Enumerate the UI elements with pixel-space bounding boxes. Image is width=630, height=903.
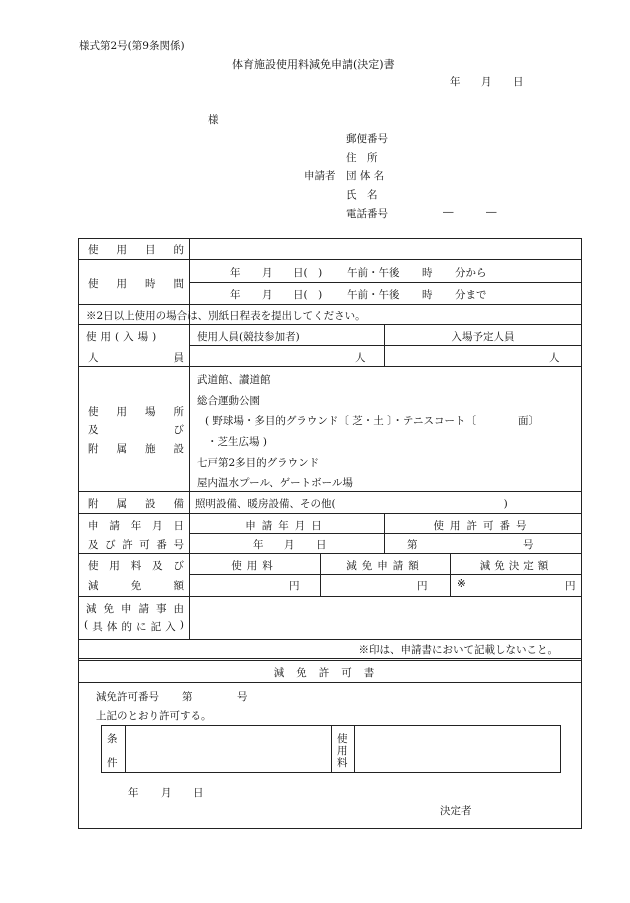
applicant-postal-label: 郵便番号 bbox=[346, 133, 388, 145]
permit-statement: 上記のとおり許可する。 bbox=[96, 710, 212, 722]
form-number: 様式第2号(第9条関係) bbox=[79, 40, 185, 52]
applicant-address-label: 住 所 bbox=[346, 152, 378, 164]
permit-date-day: 日 bbox=[193, 787, 204, 799]
decision-mark: ※ bbox=[457, 578, 466, 590]
time-from-hour: 時 bbox=[422, 267, 433, 279]
applicant-label: 申請者 bbox=[304, 170, 336, 182]
date-permit-label-1: 申 請 年 月 日 bbox=[88, 520, 184, 532]
app-date-month: 月 bbox=[284, 539, 295, 551]
time-to-hour: 時 bbox=[422, 289, 433, 301]
reason-label-1: 減 免 申 請 事 由 bbox=[86, 603, 184, 615]
addressee-sama: 様 bbox=[208, 114, 219, 126]
reduction-decision-yen: 円 bbox=[565, 580, 576, 592]
page-title: 体育施設使用料減免申請(決定)書 bbox=[232, 58, 395, 71]
permit-no-suffix: 号 bbox=[523, 539, 534, 551]
entrants-unit: 人 bbox=[549, 352, 560, 364]
facility-label-3: 附 属 施 設 bbox=[88, 443, 184, 455]
office-note: ※印は、申請書において記載しないこと。 bbox=[358, 644, 558, 656]
date-permit-label-2: 及 び 許 可 番 号 bbox=[88, 539, 184, 551]
reduction-request-yen: 円 bbox=[417, 580, 428, 592]
users-unit: 人 bbox=[355, 352, 366, 364]
multi-day-note: ※2日以上使用の場合は、別紙日程表を提出してください。 bbox=[86, 310, 366, 322]
users-header: 使用人員(競技参加者) bbox=[197, 331, 300, 343]
permit-number-suffix: 号 bbox=[237, 691, 248, 703]
condition-label-2: 件 bbox=[107, 757, 118, 769]
facility-line-6: 屋内温水プール、ゲートボール場 bbox=[197, 477, 353, 489]
permit-title: 減免許可書 bbox=[273, 667, 387, 679]
permit-fee-label-2: 用 bbox=[337, 745, 348, 757]
permit-no-header: 使用許可番号 bbox=[433, 520, 533, 532]
time-to-month: 月 bbox=[262, 289, 273, 301]
time-from-month: 月 bbox=[262, 267, 273, 279]
fee-header: 使用料 bbox=[231, 560, 278, 572]
facility-line-2: 総合運動公園 bbox=[197, 395, 260, 407]
app-date-year: 年 bbox=[253, 539, 264, 551]
time-to-day: 日( ) bbox=[293, 289, 323, 301]
reason-label-2: ( 具 体 的 に 記 入 ) bbox=[84, 619, 184, 633]
time-to-minute: 分まで bbox=[455, 289, 487, 301]
time-to-year: 年 bbox=[230, 289, 241, 301]
permit-number-prefix: 第 bbox=[182, 691, 193, 703]
permit-date-year: 年 bbox=[128, 787, 139, 799]
fee-label-2: 減 免 額 bbox=[88, 580, 184, 592]
facility-line-4: ・芝生広場 ) bbox=[207, 436, 267, 448]
time-to-ampm: 午前・午後 bbox=[347, 289, 400, 301]
app-date-header: 申請年月日 bbox=[245, 520, 328, 532]
facility-label-2: 及 び bbox=[88, 424, 184, 436]
permit-fee-label-3: 料 bbox=[337, 757, 348, 769]
condition-label-1: 条 bbox=[107, 733, 118, 745]
persons-label-1: 使用(入場) bbox=[86, 331, 161, 343]
equipment-label: 附 属 設 備 bbox=[88, 498, 184, 510]
header-date-day: 日 bbox=[513, 76, 524, 88]
phone-dash-2: ― bbox=[486, 206, 497, 218]
facility-line-3: ( 野球場・多目的グラウンド〔 芝・土 〕・テニスコート〔 面〕 bbox=[205, 415, 539, 427]
applicant-group-label: 団 体 名 bbox=[346, 170, 385, 182]
fee-label-1: 使 用 料 及 び bbox=[88, 560, 184, 572]
reduction-request-header: 減免申請額 bbox=[346, 560, 424, 572]
time-from-minute: 分から bbox=[455, 267, 487, 279]
time-from-day: 日( ) bbox=[293, 267, 323, 279]
entrants-header: 入場予定人員 bbox=[451, 331, 515, 343]
app-date-day: 日 bbox=[316, 539, 327, 551]
applicant-name-label: 氏 名 bbox=[346, 189, 378, 201]
permit-fee-label-1: 使 bbox=[337, 733, 348, 745]
persons-label-2: 人 員 bbox=[88, 352, 184, 364]
header-date-month: 月 bbox=[481, 76, 492, 88]
permit-date-month: 月 bbox=[161, 787, 172, 799]
permit-decider: 決定者 bbox=[440, 805, 472, 817]
header-date-year: 年 bbox=[450, 76, 461, 88]
facility-line-1: 武道館、讃道館 bbox=[197, 374, 271, 386]
time-from-ampm: 午前・午後 bbox=[347, 267, 400, 279]
facility-line-5: 七戸第2多目的グラウンド bbox=[197, 457, 320, 469]
permit-number-label: 減免許可番号 bbox=[96, 691, 159, 703]
phone-dash-1: ― bbox=[443, 206, 454, 218]
equipment-value: 照明設備、暖房設備、その他( ) bbox=[195, 498, 508, 510]
purpose-label: 使 用 目 的 bbox=[88, 244, 184, 256]
time-label: 使 用 時 間 bbox=[88, 278, 184, 290]
permit-no-prefix: 第 bbox=[407, 539, 418, 551]
applicant-phone-label: 電話番号 bbox=[346, 208, 388, 220]
facility-label-1: 使 用 場 所 bbox=[88, 406, 184, 418]
reduction-decision-header: 減免決定額 bbox=[479, 560, 553, 572]
time-from-year: 年 bbox=[230, 267, 241, 279]
fee-yen: 円 bbox=[289, 580, 300, 592]
